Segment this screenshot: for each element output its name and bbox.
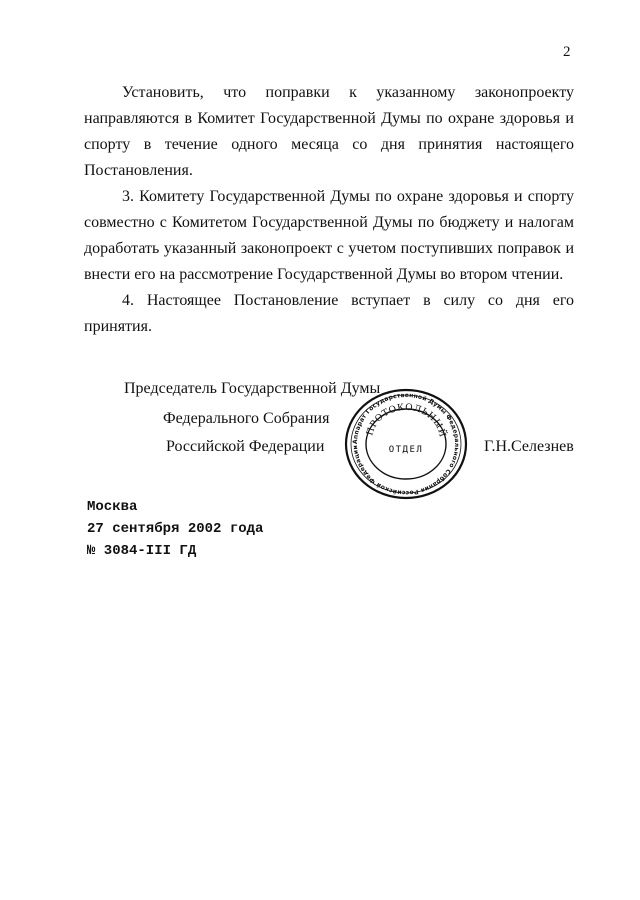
paragraph-3: 3. Комитету Государственной Думы по охране здоровья и спорту совместно с Комитетом Государственной Думы по бюджету и налогам доработать указанный законопроект с учетом поступивших поправок и внести его на рассмотрение Государственной Думы во втором чтении.	[84, 188, 574, 283]
footer-number: № 3084-III ГД	[87, 543, 197, 559]
signatory-title-line-1: Председатель Государственной Думы	[124, 380, 381, 397]
signatory-title-line-2: Федерального Собрания	[163, 410, 330, 427]
footer-date: 27 сентября 2002 года	[87, 521, 264, 537]
signature-block	[0, 380, 640, 510]
official-seal	[342, 388, 470, 500]
signatory-name: Г.Н.Селезнев	[484, 438, 574, 455]
footer-city: Москва	[87, 499, 138, 515]
seal-center-text: ОТДЕЛ	[388, 445, 424, 455]
paragraph-amendments: Установить, что поправки к указанному законопроекту направляются в Комитет Государственной Думы по охране здоровья и спорту в течение одного месяца со дня принятия настоящего Постановления.	[84, 84, 574, 179]
document-footer	[87, 496, 263, 562]
seal-outer-text: Аппарат Государственной Думы Федерального Собрания Российской Федерации	[351, 391, 461, 497]
seal-inner-text: ПРОТОКОЛЬНЫЙ	[365, 402, 448, 439]
page-number: 2	[563, 44, 571, 60]
signatory-title-line-3: Российской Федерации	[166, 438, 325, 455]
paragraph-4: 4. Настоящее Постановление вступает в силу со дня его принятия.	[84, 292, 574, 335]
document-body	[84, 80, 574, 340]
